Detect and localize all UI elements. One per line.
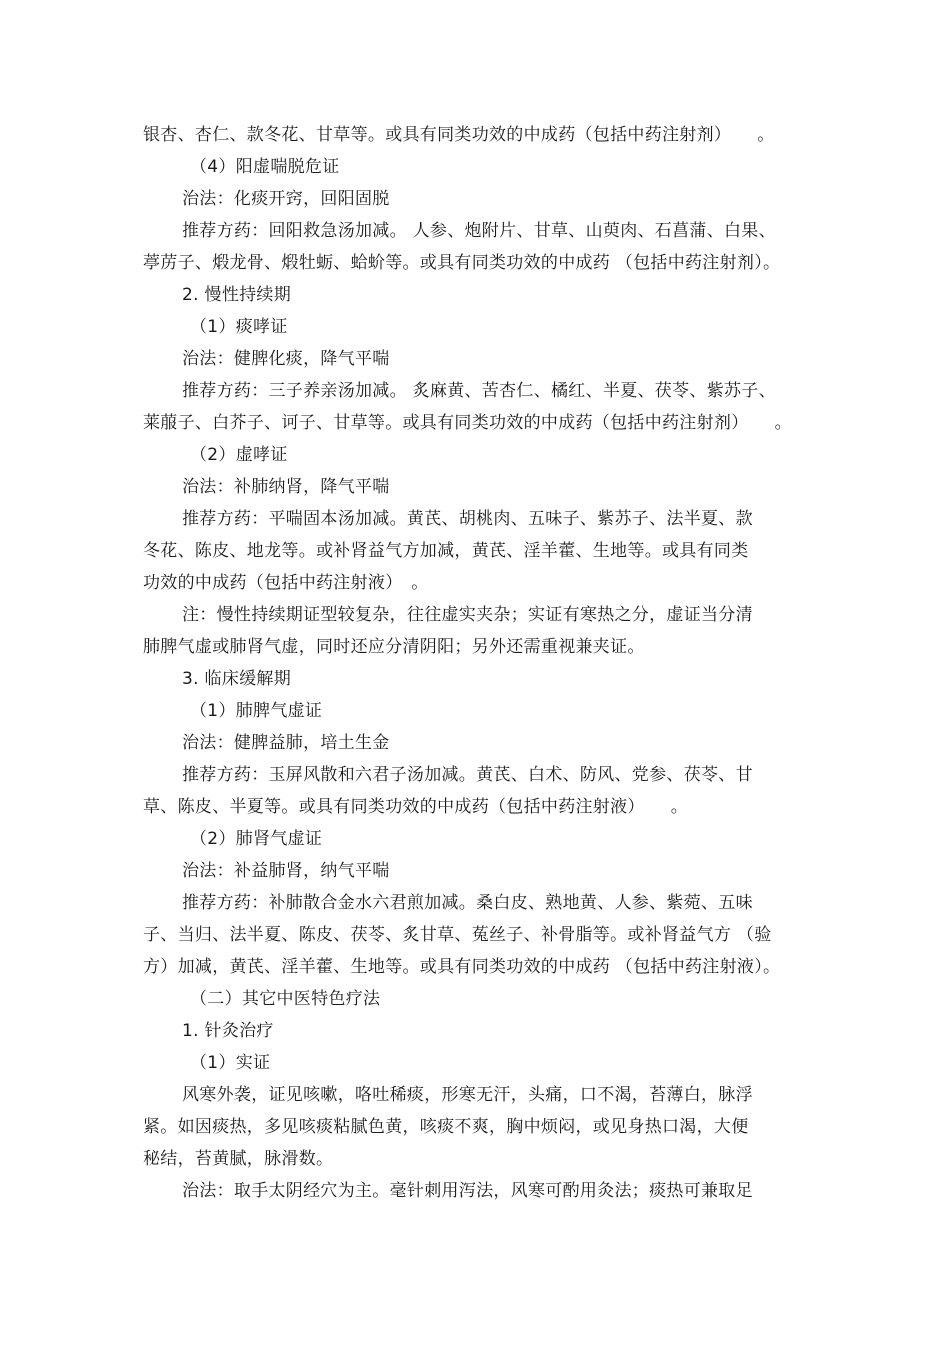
text-line: 治法：取手太阴经穴为主。毫针刺用泻法，风寒可酌用灸法；痰热可兼取足 xyxy=(182,1181,753,1201)
text-line: 推荐方药：回阳救急汤加减。 人参、炮附片、甘草、山萸肉、石菖蒲、白果、 xyxy=(182,221,776,241)
text-line: 葶苈子、煅龙骨、煅牡蛎、蛤蚧等。或具有同类功效的中成药 （包括中药注射剂）。 xyxy=(143,253,781,273)
text-line: 治法：健脾化痰，降气平喘 xyxy=(182,349,390,369)
subheading: （1）痰哮证 xyxy=(190,317,288,337)
subheading: （1）肺脾气虚证 xyxy=(190,701,323,721)
text-line: 推荐方药：玉屏风散和六君子汤加减。黄芪、白术、防风、党参、茯苓、甘 xyxy=(182,765,753,785)
note-line: 肺脾气虚或肺肾气虚，同时还应分清阴阳；另外还需重视兼夹证。 xyxy=(143,637,645,657)
text-line: 子、当归、法半夏、陈皮、茯苓、炙甘草、菟丝子、补骨脂等。或补肾益气方 （验 xyxy=(143,925,772,945)
text-line: 草、陈皮、半夏等。或具有同类功效的中成药（包括中药注射液） 。 xyxy=(143,797,689,817)
text-line: 推荐方药：补肺散合金水六君煎加减。桑白皮、熟地黄、人参、紫菀、五味 xyxy=(182,893,753,913)
text-line: 紧。如因痰热，多见咳痰粘腻色黄，咳痰不爽，胸中烦闷，或见身热口渴，大便 xyxy=(143,1117,749,1137)
section-heading: 3. 临床缓解期 xyxy=(182,669,292,689)
text-line: 银杏、杏仁、款冬花、甘草等。或具有同类功效的中成药（包括中药注射剂） 。 xyxy=(143,125,775,145)
text-line: 治法：补益肺肾，纳气平喘 xyxy=(182,861,390,881)
section-heading: 1. 针灸治疗 xyxy=(182,1021,274,1041)
subheading: （4）阳虚喘脱危证 xyxy=(190,157,340,177)
section-heading: （二）其它中医特色疗法 xyxy=(190,989,381,1009)
text-line: 推荐方药：平喘固本汤加减。黄芪、胡桃肉、五味子、紫苏子、法半夏、款 xyxy=(182,509,753,529)
text-line: 推荐方药：三子养亲汤加减。 炙麻黄、苦杏仁、橘红、半夏、茯苓、紫苏子、 xyxy=(182,381,776,401)
section-heading: 2. 慢性持续期 xyxy=(182,285,292,305)
note-line: 注：慢性持续期证型较复杂，往往虚实夹杂；实证有寒热之分，虚证当分清 xyxy=(182,605,753,625)
text-line: 秘结，苔黄腻，脉滑数。 xyxy=(143,1149,334,1169)
text-line: 方）加减，黄芪、淫羊藿、生地等。或具有同类功效的中成药 （包括中药注射液）。 xyxy=(143,957,781,977)
subheading: （1）实证 xyxy=(190,1053,271,1073)
subheading: （2）虚哮证 xyxy=(190,445,288,465)
subheading: （2）肺肾气虚证 xyxy=(190,829,323,849)
text-line: 莱菔子、白芥子、诃子、甘草等。或具有同类功效的中成药（包括中药注射剂） 。 xyxy=(143,413,792,433)
text-line: 风寒外袭，证见咳嗽，咯吐稀痰，形寒无汗，头痛，口不渴，苔薄白，脉浮 xyxy=(182,1085,753,1105)
text-line: 治法：健脾益肺，培土生金 xyxy=(182,733,390,753)
text-line: 冬花、陈皮、地龙等。或补肾益气方加减，黄芪、淫羊藿、生地等。或具有同类 xyxy=(143,541,749,561)
text-line: 治法：补肺纳肾，降气平喘 xyxy=(182,477,390,497)
text-line: 治法：化痰开窍，回阳固脱 xyxy=(182,189,390,209)
text-line: 功效的中成药（包括中药注射液） 。 xyxy=(143,573,429,593)
